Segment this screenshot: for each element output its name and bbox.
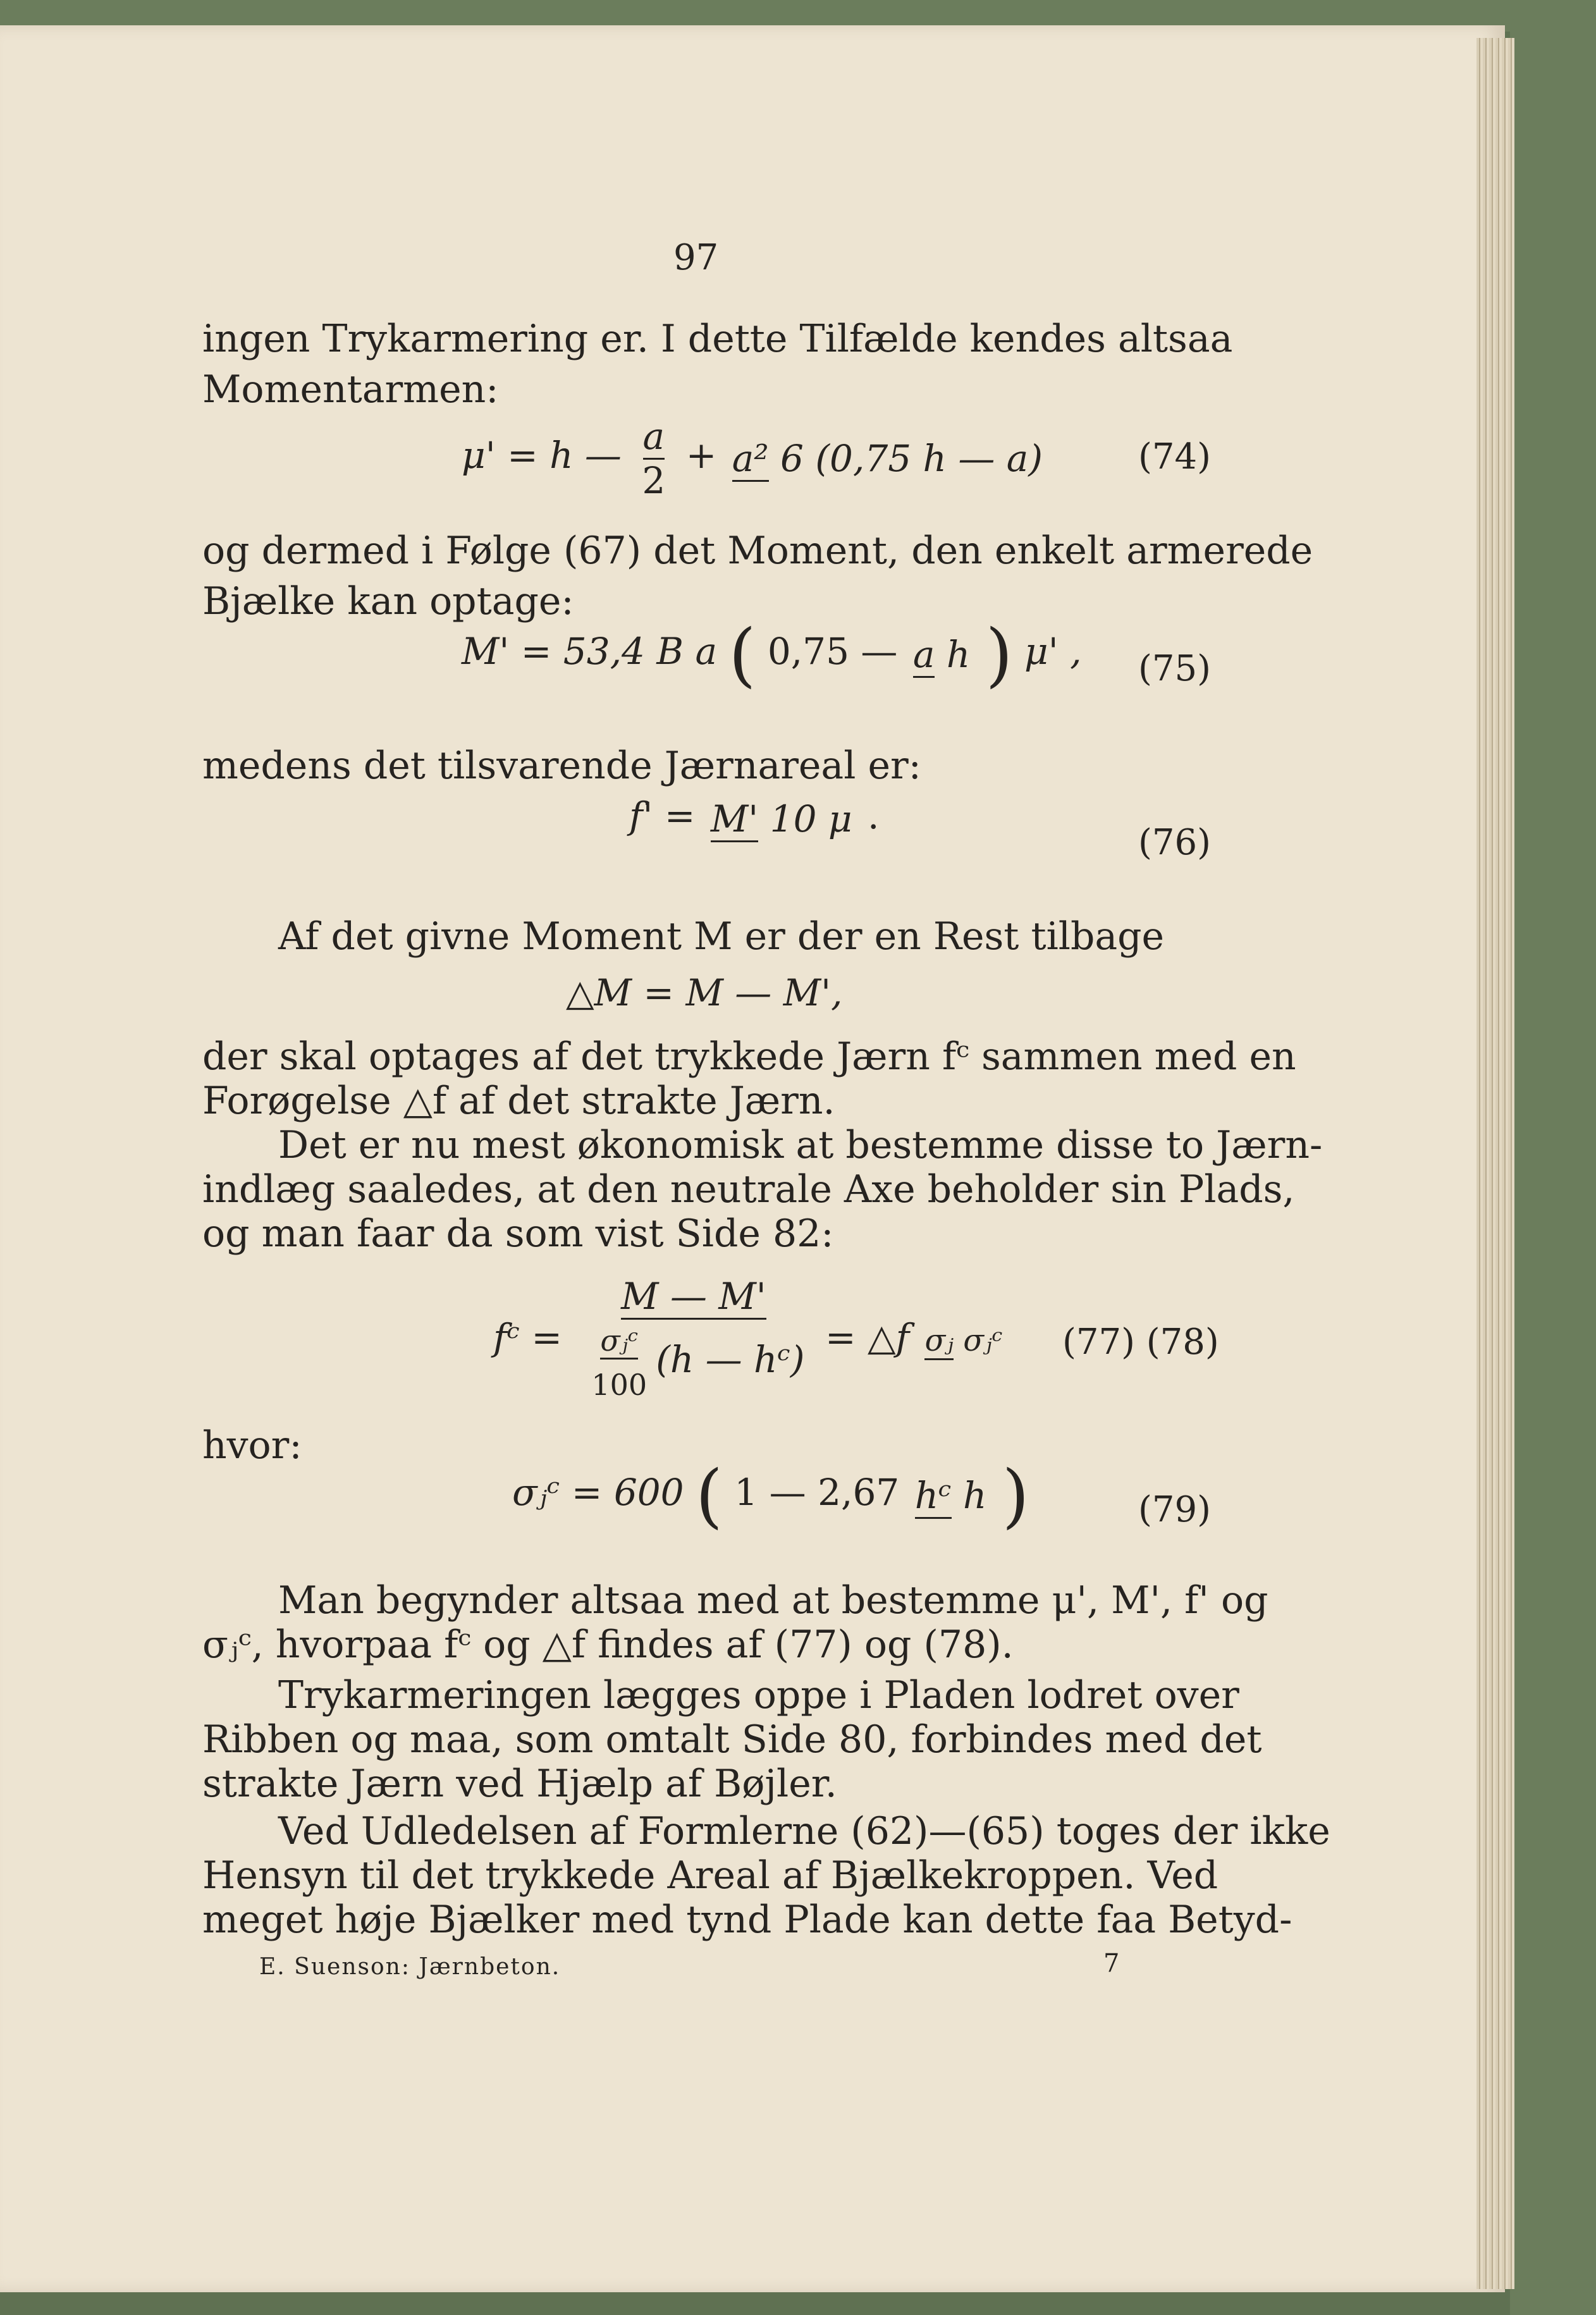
- eq78-fraction: σⱼ σⱼᶜ: [924, 1318, 1002, 1363]
- equation-75: M' = 53,4 B a ( 0,75 — a h ) μ' ,: [462, 613, 1082, 695]
- text-line: ingen Trykarmering er. I dette Tilfælde kendes altsaa: [202, 317, 1233, 361]
- text-line: Ribben og maa, som omtalt Side 80, forbindes med det: [202, 1717, 1262, 1762]
- text-line: meget høje Bjælker med tynd Plade kan dette faa Betyd-: [202, 1898, 1292, 1942]
- eq74-fraction-1: $\frac{a}{2}$: [642, 415, 666, 502]
- equation-number: (79): [1138, 1489, 1211, 1530]
- equation-number: (75): [1138, 648, 1211, 689]
- book-cover-right: [1510, 0, 1596, 2315]
- text-line: Ved Udledelsen af Formlerne (62)—(65) toges der ikke: [278, 1809, 1330, 1853]
- equation-number: (76): [1138, 822, 1211, 863]
- footer-author: E. Suenson: Jærnbeton.: [259, 1954, 561, 1980]
- page-edges: [1476, 38, 1514, 2289]
- eq79-fraction: hᶜ h: [915, 1473, 987, 1518]
- eq75-fraction: a h: [913, 632, 970, 677]
- text-line: Man begynder altsaa med at bestemme μ', M', f' og: [278, 1578, 1268, 1623]
- text-line: hvor:: [202, 1423, 302, 1468]
- eq74-fraction-2: a² 6 (0,75 h — a): [732, 436, 1043, 481]
- text-line: og dermed i Følge (67) det Moment, den enkelt armerede: [202, 529, 1313, 573]
- delta-equation: △M = M — M',: [566, 971, 843, 1014]
- footer-signature: 7: [1103, 1949, 1120, 1978]
- equation-74: μ' = h — $\frac{a}{2}$ + a² 6 (0,75 h — a): [462, 415, 1043, 502]
- text-line: medens det tilsvarende Jærnareal er:: [202, 744, 921, 788]
- text-line: Af det givne Moment M er der en Rest tilbage: [278, 914, 1165, 959]
- text-line: σⱼᶜ, hvorpaa fᶜ og △f findes af (77) og (78).: [202, 1623, 1014, 1667]
- equation-79: σⱼᶜ = 600 ( 1 — 2,67 hᶜ h ): [512, 1454, 1029, 1536]
- text-line: indlæg saaledes, at den neutrale Axe beholder sin Plads,: [202, 1167, 1295, 1212]
- text-line: Bjælke kan optage:: [202, 579, 574, 623]
- text-line: Trykarmeringen lægges oppe i Pladen lodret over: [278, 1673, 1239, 1717]
- text-line: Hensyn til det trykkede Areal af Bjælkekroppen. Ved: [202, 1853, 1218, 1898]
- eq77-fraction: M — M' $\frac{\text{σⱼᶜ}}{100}$ (h — hᶜ): [591, 1275, 805, 1402]
- text-line: strakte Jærn ved Hjælp af Bøjler.: [202, 1762, 837, 1806]
- text-line: Momentarmen:: [202, 367, 499, 412]
- eq76-fraction: M' 10 μ: [711, 797, 852, 841]
- eq74-lhs: μ' = h —: [462, 434, 622, 477]
- page-number: 97: [673, 237, 719, 278]
- equation-76: f' = M' 10 μ .: [629, 794, 879, 841]
- text-line: der skal optages af det trykkede Jærn fᶜ sammen med en: [202, 1035, 1296, 1079]
- text-line: og man faar da som vist Side 82:: [202, 1212, 834, 1256]
- text-line: Det er nu mest økonomisk at bestemme disse to Jærn-: [278, 1123, 1323, 1167]
- equation-77-78: fᶜ = M — M' $\frac{\text{σⱼᶜ}}{100}$ (h — hᶜ) = △f σⱼ σⱼᶜ: [493, 1274, 1007, 1407]
- text-line: Forøgelse △f af det strakte Jærn.: [202, 1079, 835, 1123]
- equation-number: (77) (78): [1062, 1322, 1219, 1363]
- equation-number: (74): [1138, 436, 1211, 477]
